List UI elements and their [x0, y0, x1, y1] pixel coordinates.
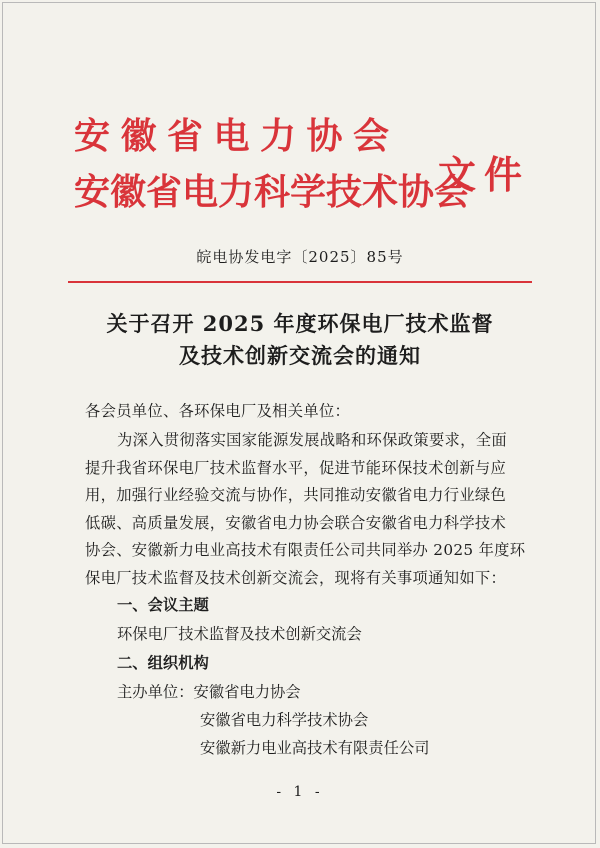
notice-title-line-2: 及技术创新交流会的通知	[179, 343, 421, 368]
intro-paragraph	[85, 427, 526, 592]
paragraph-line: 保电厂技术监督及技术创新交流会，现将有关事项通知如下：	[85, 568, 507, 587]
paragraph-line: 为深入贯彻落实国家能源发展战略和环保政策要求，全面	[117, 431, 507, 449]
section-content-theme: 环保电厂技术监督及技术创新交流会	[117, 625, 362, 643]
host-row	[117, 680, 301, 702]
issuer-name-2: 安徽省电力科学技术协会	[74, 171, 471, 213]
section-heading-organization: 二、组织机构	[117, 654, 209, 672]
section-heading-theme: 一、会议主题	[117, 596, 209, 614]
host-name: 安徽省电力科学技术协会	[200, 711, 369, 729]
host-name: 安徽新力电业高技术有限责任公司	[200, 739, 430, 757]
paragraph-line: 提升我省环保电厂技术监督水平，促进节能环保技术创新与应	[85, 458, 507, 477]
header-divider	[68, 281, 532, 283]
host-name: 安徽省电力协会	[193, 683, 301, 701]
paragraph-line: 低碳、高质量发展，安徽省电力协会联合安徽省电力科学技术	[85, 513, 507, 532]
notice-title-line-1: 关于召开 2025 年度环保电厂技术监督	[106, 311, 494, 336]
page-number: - 1 -	[276, 784, 324, 800]
document-number: 皖电协发电字〔2025〕85号	[196, 248, 404, 266]
document-type-label: 文件	[438, 152, 531, 197]
host-label: 主办单位：	[117, 683, 194, 701]
salutation: 各会员单位、各环保电厂及相关单位：	[85, 402, 351, 420]
paragraph-line: 用，加强行业经验交流与协作，共同推动安徽省电力行业绿色	[85, 486, 507, 504]
issuer-name-1: 安徽省电力协会	[74, 115, 400, 157]
paragraph-line: 协会、安徽新力电业高技术有限责任公司共同举办 2025 年度环	[85, 541, 526, 559]
